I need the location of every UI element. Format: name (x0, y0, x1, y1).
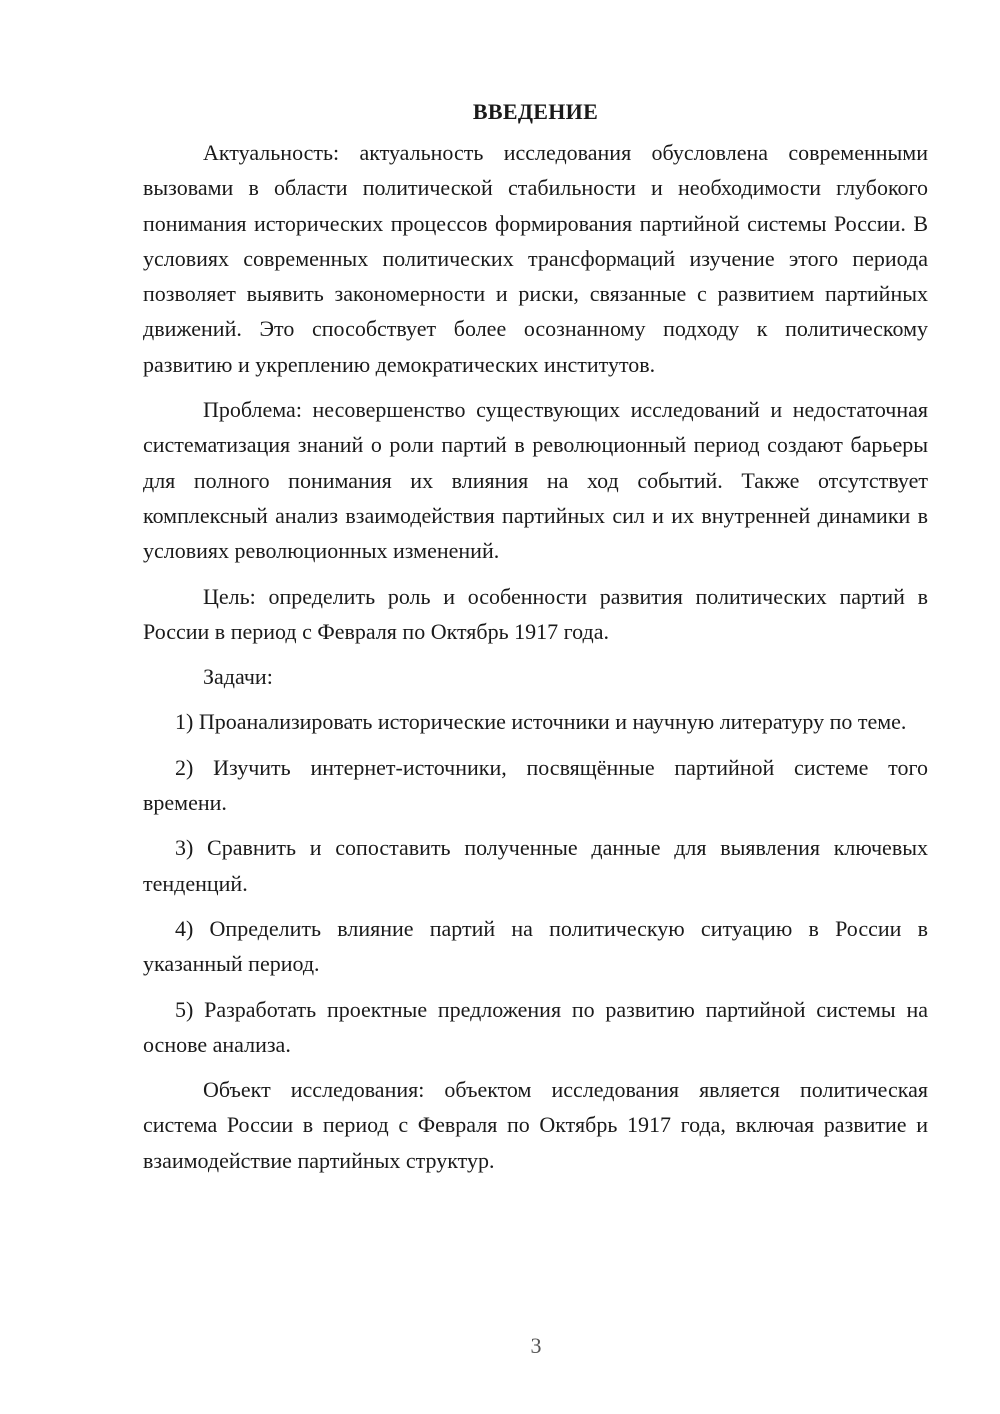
paragraph-goal: Цель: определить роль и особенности развития политических партий в России в период с Февраля по Октябрь 1917 года. (143, 583, 928, 644)
task-item-4: 4) Определить влияние партий на политическую ситуацию в России в указанный период. (143, 915, 928, 977)
paragraph-object: Объект исследования: объектом исследования является политическая система России в период с Февраля по Октябрь 1917 года, включая развитие и взаимодействие партийных структур. (143, 1077, 928, 1173)
task-item-1: 1) Проанализировать исторические источники и научную литературу по теме. (175, 709, 907, 735)
task-item-2: 2) Изучить интернет-источники, посвящённые партийной системе того времени. (143, 754, 928, 816)
paragraph-relevance: Актуальность: актуальность исследования обусловлена современными вызовами в области политической стабильности и необходимости глубокого понимания исторических процессов формирования партийной системы России. В условиях современных политических трансформаций изучение этого периода позволяет выявить закономерности и риски, связанные с развитием партийных движений. Это способствует более осознанному подходу к политическому развитию и укреплению демократических институтов. (143, 140, 928, 377)
page-body (143, 94, 928, 1178)
task-item-3: 3) Сравнить и сопоставить полученные данные для выявления ключевых тенденций. (143, 835, 928, 896)
page-heading: ВВЕДЕНИЕ (472, 99, 599, 124)
paragraph-tasks-title: Задачи: (203, 664, 273, 690)
paragraph-problem: Проблема: несовершенство существующих исследований и недостаточная систематизация знаний о роли партий в революционный период создают барьеры для полного понимания их влияния на ход событий. Также отсутствует комплексный анализ взаимодействия партийных сил и их внутренней динамики в условиях революционных изменений. (143, 397, 928, 564)
page-number: 3 (530, 1333, 542, 1358)
task-item-5: 5) Разработать проектные предложения по развитию партийной системы на основе анализа. (143, 996, 928, 1057)
